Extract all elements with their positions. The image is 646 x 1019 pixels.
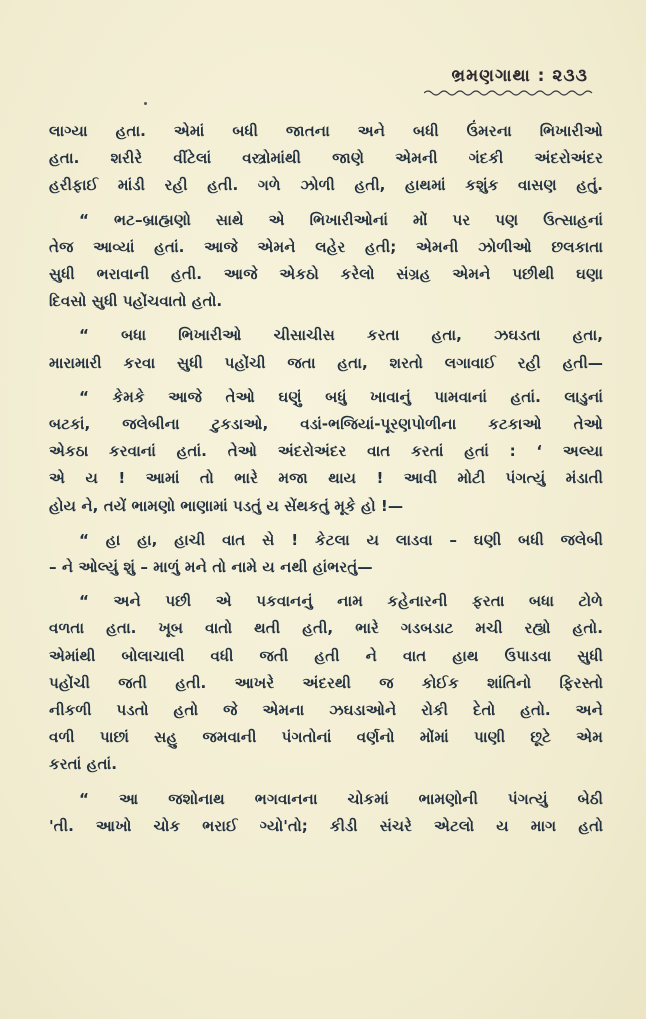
text-line: “ બધા ભિખારીઓ ચીસાચીસ કરતા હતા, ઝઘડતા હતા, bbox=[79, 326, 603, 345]
paragraph bbox=[49, 588, 603, 778]
text-line: “ અને પછી એ પકવાનનું નામ કહેનારની ફરતા બધા ટોળે bbox=[79, 592, 603, 611]
text-line: વળી પાછાં સહુ જમવાની પંગતોનાં વર્ણનો મોંમાં પાણી છૂટે એમ bbox=[49, 728, 603, 747]
text-line: લાગ્યા હતા. એમાં બધી જાતના અને બધી ઉંમરના ભિખારીઓ bbox=[49, 122, 603, 140]
text-line: એ ય ! આમાં તો ભારે મજા થાય ! આવી મોટી પંગત્યું મંડાતી bbox=[49, 469, 603, 488]
body-text bbox=[49, 118, 603, 847]
paragraph bbox=[49, 207, 603, 316]
text-line: એકઠા કરવાનાં હતાં. તેઓ અંદરોઅંદર વાત કરતાં હતાં : ‘ અલ્યા bbox=[49, 442, 603, 461]
running-head: ભ્રમણગાથા : ૨૩૩ bbox=[451, 66, 588, 86]
text-line: મારામારી કરવા સુધી પહોંચી જતા હતા, શરતો લગાવાઈ રહી હતી— bbox=[49, 353, 603, 372]
text-line: પહોંચી જતી હતી. આખરે અંદરથી જ કોઈક શાંતિનો ફિરસ્તો bbox=[49, 673, 603, 692]
text-line: “ આ જશોનાથ ભગવાનના ચોકમાં ભામણોની પંગત્યું બેઠી bbox=[79, 789, 603, 808]
text-line: – ને ઓલ્યું શું – માળું મને તો નામે ય નથી હાંભરતું— bbox=[49, 558, 373, 577]
paragraph bbox=[49, 384, 603, 520]
text-line: હરીફાઈ માંડી રહી હતી. ગળે ઝોળી હતી, હાથમાં કશુંક વાસણ હતું. bbox=[49, 176, 603, 195]
text-line: હતા. શરીરે વીંટેલાં વસ્ત્રોમાંથી જાણે એમની ગંદકી અંદરોઅંદર bbox=[49, 149, 603, 168]
text-line: 'તી. આખો ચોક ભરાઈ ગ્યો'તો; કીડી સંચરે એટલો ય માગ હતો bbox=[49, 816, 603, 835]
text-line: “ ભટ–બ્રાહ્મણો સાથે એ ભિખારીઓનાં મોં પર પણ ઉત્સાહનાં bbox=[79, 210, 603, 229]
paragraph bbox=[49, 118, 603, 200]
text-line: “ હા હા, હાચી વાત સે ! કેટલા ય લાડવા – ઘણી બધી જલેબી bbox=[79, 530, 603, 549]
paragraph bbox=[49, 527, 603, 581]
text-line: હોય ને, તયેં ભામણો ભાણામાં પડતું ય સેંથકતું મૂકે હો !— bbox=[49, 496, 404, 515]
text-line: વળતા હતા. ખૂબ વાતો થતી હતી, ભારે ગડબડાટ મચી રહ્યો હતો. bbox=[49, 619, 603, 638]
text-line: એમાંથી બોલાચાલી વધી જતી હતી ને વાત હાથ ઉપાડવા સુધી bbox=[49, 646, 603, 665]
wavy-underline-ornament bbox=[424, 88, 596, 98]
stray-dot bbox=[144, 102, 147, 105]
paragraph bbox=[49, 786, 603, 840]
text-line: નીકળી પડતો હતો જે એમના ઝઘડાઓને રોકી દેતો હતો. અને bbox=[49, 701, 603, 720]
text-line: તેજ આવ્યાં હતાં. આજે એમને લહેર હતી; એમની ઝોળીઓ છલકાતા bbox=[49, 237, 603, 256]
text-line: બટકાં, જલેબીના ટુકડાઓ, વડાં-ભજિયાં-પૂરણપોળીના કટકાઓ તેઓ bbox=[49, 415, 603, 434]
text-line: સુધી ભરાવાની હતી. આજે એકઠો કરેલો સંગ્રહ એમને પછીથી ઘણા bbox=[49, 265, 603, 284]
text-line: દિવસો સુધી પહોંચવાતો હતો. bbox=[49, 292, 223, 311]
paragraph bbox=[49, 322, 603, 376]
text-line: “ કેમકે આજે તેઓ ઘણું બધું ખાવાનું પામવાનાં હતાં. લાડુનાં bbox=[79, 387, 603, 406]
text-line: કરતાં હતાં. bbox=[49, 755, 118, 774]
